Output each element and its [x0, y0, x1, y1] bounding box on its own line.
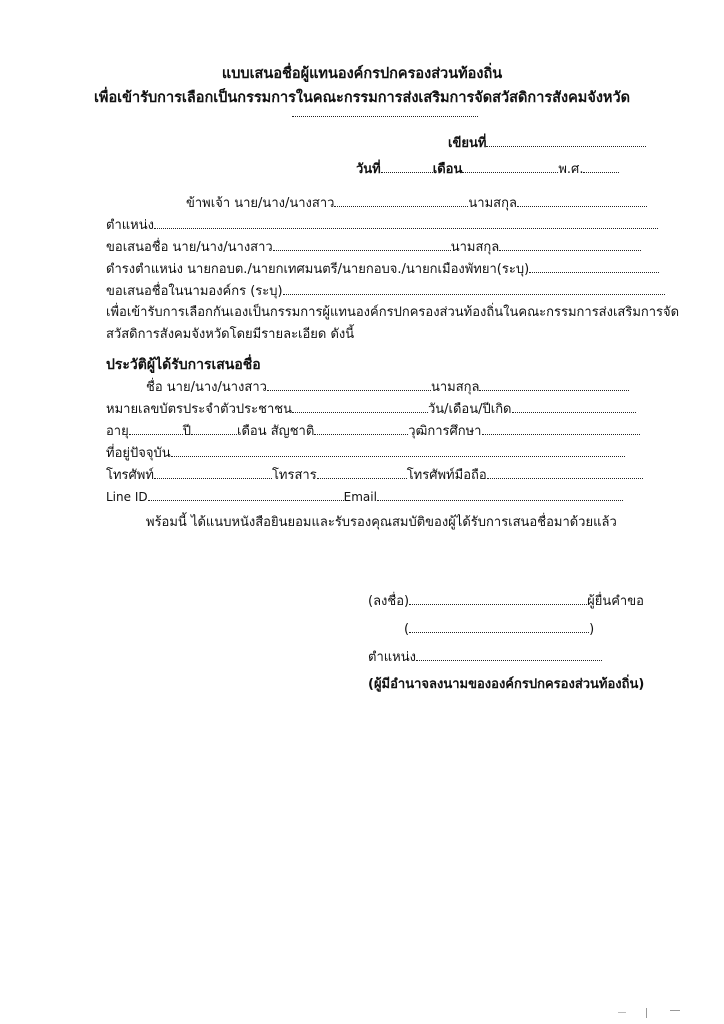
written-at-field[interactable] [486, 134, 646, 147]
applicant-surname-label: นามสกุล [468, 196, 517, 211]
signer-position-field[interactable] [416, 648, 602, 661]
applicant-position-label: ตำแหน่ง [106, 218, 154, 233]
signer-authority-note: (ผู้มีอำนาจลงนามขององค์กรปกครองส่วนท้องถิ่น) [368, 677, 645, 692]
propose-name-field[interactable] [273, 238, 451, 251]
signer-name-row [404, 620, 594, 639]
profile-name-row [146, 378, 629, 397]
close-paren: ) [589, 622, 595, 637]
applicant-intro: ข้าพเจ้า นาย/นาง/นางสาว [186, 196, 335, 211]
applicant-position-field[interactable] [154, 216, 658, 229]
phone-field[interactable] [154, 466, 272, 479]
address-row [106, 444, 625, 463]
line-id-label: Line ID [106, 490, 148, 504]
line-id-row [106, 488, 623, 507]
scan-mark [618, 1012, 626, 1013]
email-label: Email [343, 490, 377, 504]
holding-position-label: ดำรงตำแหน่ง นายกอบต./นายกเทศมนตรี/นายกอบจ./นายกเมืองพัทยา(ระบุ) [106, 262, 530, 277]
signature-field[interactable] [409, 592, 587, 605]
age-year-label: ปี [182, 424, 191, 439]
profile-surname-label: นามสกุล [430, 380, 480, 395]
nationality-field[interactable] [314, 422, 408, 435]
applicant-name-row [186, 194, 647, 213]
signature-row [368, 592, 644, 611]
profile-heading: ประวัติผู้ได้รับการเสนอชื่อ [106, 357, 261, 373]
education-label: วุฒิการศึกษา [408, 424, 482, 439]
birth-label: วัน/เดือน/ปีเกิด [427, 402, 512, 417]
title-underline-dots [292, 104, 478, 123]
mobile-field[interactable] [487, 466, 643, 479]
scan-mark [670, 1010, 680, 1011]
year-label: พ.ศ. [558, 162, 584, 177]
applicant-name-field[interactable] [334, 194, 468, 207]
fax-field[interactable] [317, 466, 407, 479]
day-field[interactable] [381, 160, 433, 173]
holding-position-field[interactable] [529, 260, 659, 273]
purpose-line1: เพื่อเข้ารับการเลือกกันเองเป็นกรรมการผู้แทนองค์กรปกครองส่วนท้องถิ่นในคณะกรรมการส่งเสริมการจัด [106, 305, 680, 320]
applicant-position-row [106, 216, 658, 235]
age-label: อายุ [106, 424, 129, 439]
id-card-label: หมายเลขบัตรประจำตัวประชาชน [106, 402, 292, 417]
nationality-label: เดือน สัญชาติ [237, 424, 315, 439]
holding-position-row [106, 260, 659, 279]
address-field[interactable] [171, 444, 625, 457]
written-at-row [448, 134, 646, 153]
form-title-line2: เพื่อเข้ารับการเลือกเป็นกรรมการในคณะกรรมการส่งเสริมการจัดสวัสดิการสังคมจังหวัด [93, 90, 631, 106]
form-title-line1: แบบเสนอชื่อผู้แทนองค์กรปกครองส่วนท้องถิ่น [221, 66, 503, 82]
purpose-line2: สวัสดิการสังคมจังหวัดโดยมีรายละเอียด ดังนี้ [106, 327, 355, 342]
id-card-field[interactable] [292, 400, 428, 413]
org-name-row [106, 282, 665, 301]
mobile-label: โทรศัพท์มือถือ [406, 468, 487, 483]
id-card-row [106, 400, 636, 419]
propose-name-row [106, 238, 641, 257]
age-month-field[interactable] [191, 422, 237, 435]
year-field[interactable] [583, 160, 619, 173]
propose-name-label: ขอเสนอชื่อ นาย/นาง/นางสาว [106, 240, 273, 255]
fax-label: โทรสาร [271, 468, 317, 483]
month-field[interactable] [462, 160, 558, 173]
signer-position-label: ตำแหน่ง [368, 650, 416, 665]
age-field[interactable] [129, 422, 183, 435]
signer-label: ผู้ยื่นคำขอ [587, 594, 644, 609]
education-field[interactable] [482, 422, 640, 435]
applicant-surname-field[interactable] [517, 194, 647, 207]
email-field[interactable] [377, 488, 623, 501]
propose-surname-field[interactable] [499, 238, 641, 251]
attachment-note: พร้อมนี้ ได้แนบหนังสือยินยอมและรับรองคุณสมบัติของผู้ได้รับการเสนอชื่อมาด้วยแล้ว [146, 515, 617, 530]
sign-label: (ลงชื่อ) [368, 594, 410, 609]
birth-field[interactable] [512, 400, 636, 413]
written-at-label: เขียนที่ [448, 136, 487, 151]
signer-position-row [368, 648, 602, 667]
scan-mark [646, 1008, 647, 1018]
phone-label: โทรศัพท์ [106, 468, 154, 483]
profile-surname-field[interactable] [479, 378, 629, 391]
propose-surname-label: นามสกุล [450, 240, 500, 255]
line-id-field[interactable] [148, 488, 344, 501]
day-label: วันที่ [356, 162, 381, 177]
address-label: ที่อยู่ปัจจุบัน [106, 446, 171, 461]
org-name-label: ขอเสนอชื่อในนามองค์กร (ระบุ) [106, 284, 283, 299]
signer-name-field[interactable] [409, 620, 589, 633]
date-row [356, 160, 619, 179]
month-label: เดือน [432, 162, 463, 177]
profile-name-field[interactable] [267, 378, 431, 391]
org-name-field[interactable] [283, 282, 665, 295]
phone-row [106, 466, 643, 485]
open-paren: ( [404, 622, 410, 637]
age-row [106, 422, 640, 441]
profile-name-label: ชื่อ นาย/นาง/นางสาว [146, 380, 267, 395]
